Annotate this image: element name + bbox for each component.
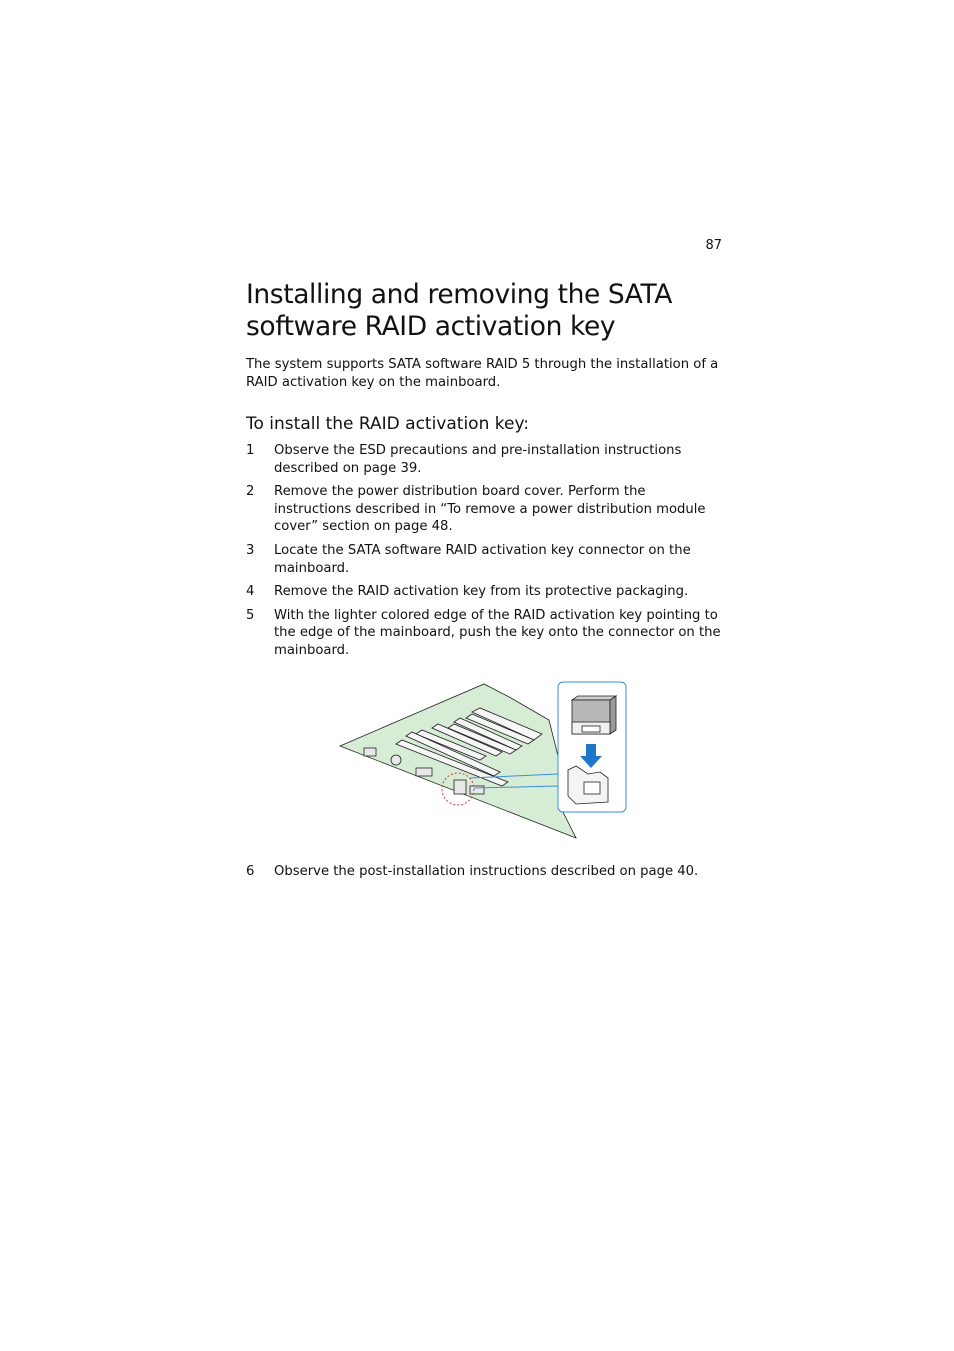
step-number: 4 [246, 584, 255, 600]
step-number: 3 [246, 542, 255, 558]
step-text: Observe the post-installation instructions described on page 40. [274, 864, 699, 879]
step-text: Locate the SATA software RAID activation key connector on the mainboard. [274, 542, 691, 576]
step-text: Observe the ESD precautions and pre-installation instructions described on page 39. [274, 443, 682, 476]
page-title: Installing and removing the SATA software RAID activation key [246, 279, 672, 342]
mainboard [340, 684, 576, 838]
procedure-steps [246, 442, 726, 666]
step-number: 2 [246, 484, 255, 500]
step-item [246, 542, 726, 577]
page-number: 87 [705, 238, 722, 253]
step-item [246, 442, 726, 477]
step-number: 1 [246, 443, 255, 458]
final-step [246, 863, 726, 881]
step-number: 5 [246, 607, 255, 623]
step-text: With the lighter colored edge of the RAID activation key pointing to the edge of the mainboard, push the key onto the connector on the mainboard. [274, 607, 721, 658]
raid-key-installation-illustration [336, 678, 630, 844]
raid-activation-key [572, 696, 616, 734]
intro-paragraph: The system supports SATA software RAID 5 through the installation of a RAID activation key on the mainboard. [246, 357, 719, 390]
step-item [246, 483, 726, 536]
step-item [246, 607, 726, 660]
step-item [246, 583, 726, 601]
procedure-heading: To install the RAID activation key: [246, 414, 529, 434]
step-text: Remove the power distribution board cover. Perform the instructions described in “To remove a power distribution module cover” section on page 48. [274, 484, 706, 535]
step-number: 6 [246, 864, 255, 879]
mainboard-illustration-svg [336, 678, 630, 844]
step-text: Remove the RAID activation key from its protective packaging. [274, 584, 689, 600]
